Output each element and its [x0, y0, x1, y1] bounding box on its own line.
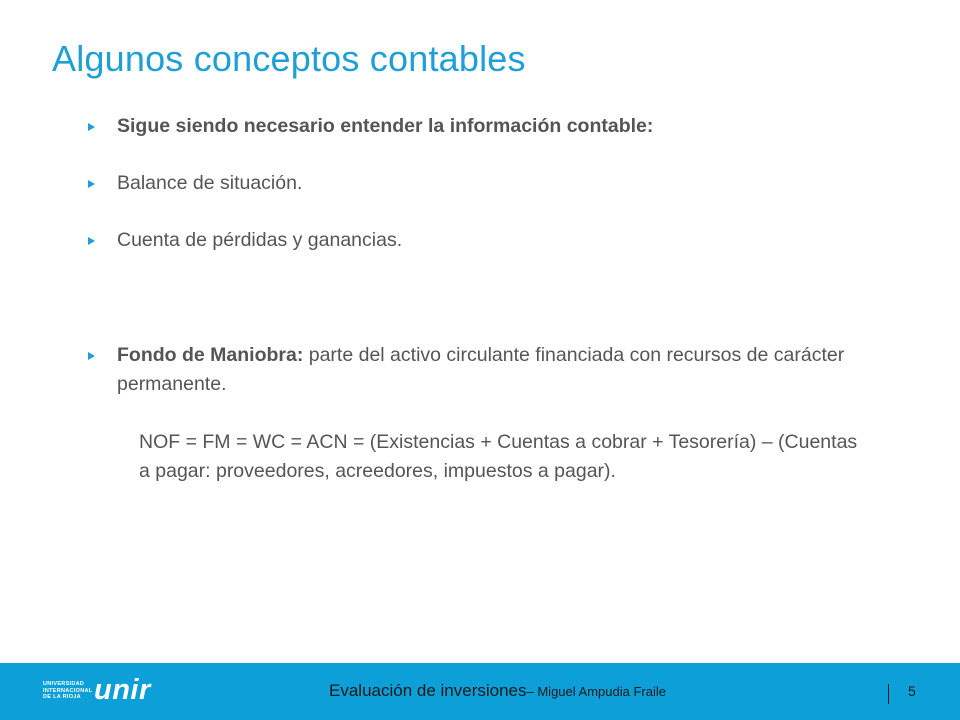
bullet-text — [117, 341, 878, 399]
bullet-item — [88, 226, 878, 255]
footer-bar — [0, 663, 960, 720]
unir-logo: unir — [94, 674, 151, 706]
university-name-logo — [43, 681, 92, 701]
course-name: Evaluación de inversiones — [329, 681, 527, 700]
author-name: – Miguel Ampudia Fraile — [526, 684, 666, 699]
footer-divider — [888, 684, 889, 704]
bullet-text: Balance de situación. — [117, 172, 303, 194]
triangle-bullet-icon — [88, 123, 95, 131]
logo-line: INTERNACIONAL — [43, 687, 93, 694]
logo-line: DE LA RIOJA — [43, 694, 81, 700]
triangle-bullet-icon — [88, 237, 95, 245]
logo-line: UNIVERSIDAD — [43, 681, 85, 687]
bullet-definition: parte del activo circulante financiada con recursos de carácter permanente. — [117, 344, 845, 395]
formula-text: NOF = FM = WC = ACN = (Existencias + Cuentas a cobrar + Tesorería) – (Cuentas a pagar: proveedores, acreedores, impuestos a pagar). — [139, 431, 858, 482]
bullet-item — [88, 169, 878, 198]
triangle-bullet-icon — [88, 352, 95, 360]
footer-caption — [329, 681, 666, 701]
slide-title: Algunos conceptos contables — [52, 38, 526, 79]
bullet-item — [88, 341, 878, 399]
triangle-bullet-icon — [88, 180, 95, 188]
bullet-text: Sigue siendo necesario entender la información contable: — [117, 115, 654, 137]
page-number: 5 — [908, 683, 916, 699]
bullet-text: Cuenta de pérdidas y ganancias. — [117, 229, 403, 251]
bullet-term: Fondo de Maniobra: — [117, 344, 304, 366]
bullet-item — [88, 112, 878, 141]
